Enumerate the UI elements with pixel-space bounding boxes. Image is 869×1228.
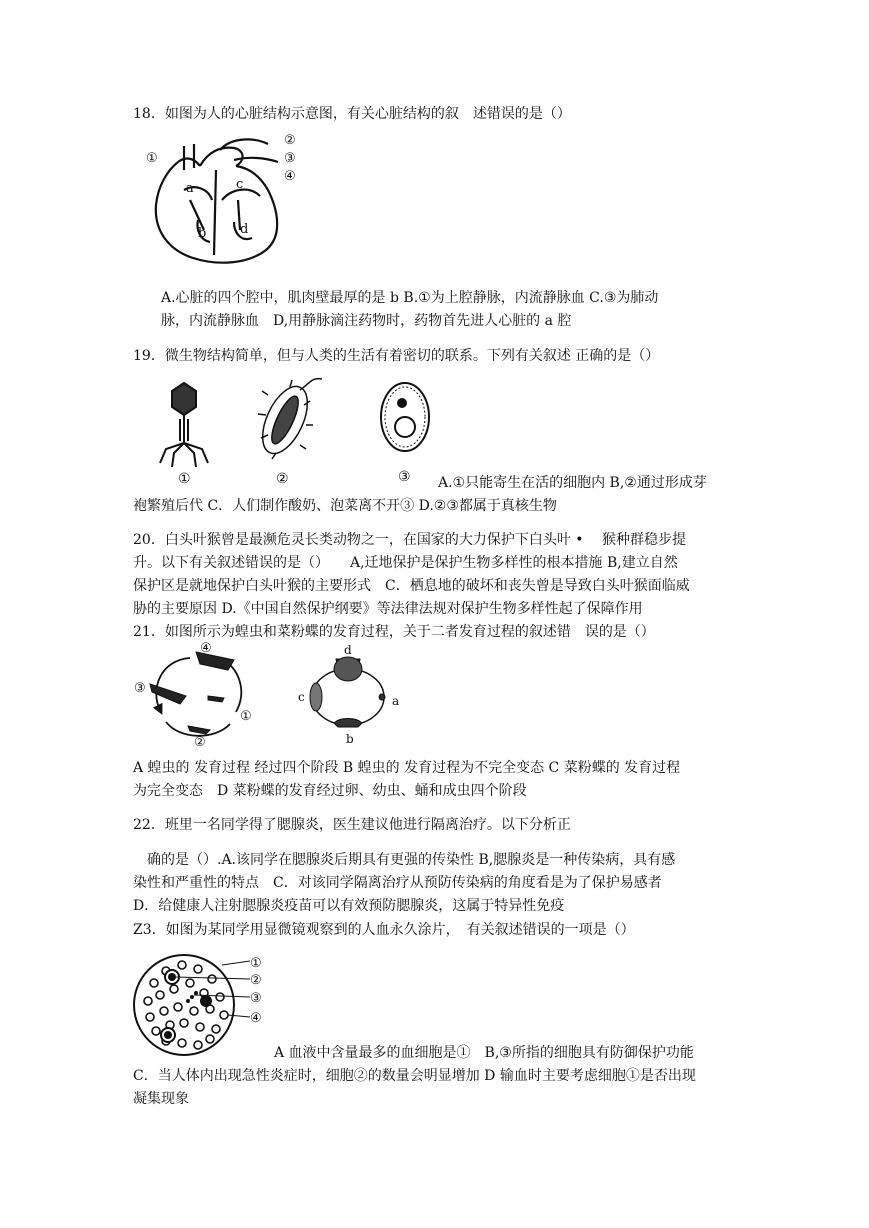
q19-options-line1: A.①只能寄生在活的细胞内 B,②通过形成芽 (438, 475, 707, 491)
svg-text:①: ① (178, 471, 191, 487)
q23-options-line3: 凝集现象 (133, 1091, 189, 1107)
svg-text:④: ④ (284, 169, 296, 184)
q22-line2: 确的是（）.A.该同学在腮腺炎后期具有更强的传染性 B,腮腺炎是一种传染病，具有感 (133, 852, 676, 868)
q23-options-line2: C．当人体内出现急性炎症时，细胞②的数量会明显增加 D 输血时主要考虑细胞①是否出现 (133, 1068, 696, 1084)
q21-options-line1: A 蝗虫的 发育过程 经过四个阶段 B 蝗虫的 发育过程为不完全变态 C 菜粉蝶的 发育过程 (133, 760, 681, 776)
q18-options-line1: A.心脏的四个腔中，肌肉壁最厚的是 b B.①为上腔静脉，内流静脉血 C.③为肺动 (161, 290, 659, 306)
svg-text:①: ① (146, 151, 158, 166)
q19-options-line2: 袍繁殖后代 C．人们制作酸奶、泡菜离不开③ D.②③都属于真核生物 (133, 498, 557, 514)
locust-lifecycle-figure (130, 640, 260, 750)
microbes-figure (150, 375, 440, 490)
svg-text:d: d (344, 643, 352, 657)
q22-line4: D．给健康人注射腮腺炎疫苗可以有效预防腮腺炎，这属于特异性免疫 (133, 898, 565, 914)
q20-line4: 胁的主要原因 D.《中国自然保护纲要》等法律法规对保护生物多样性起了保障作用 (133, 601, 643, 617)
svg-text:①: ① (250, 956, 262, 971)
svg-text:④: ④ (250, 1011, 262, 1026)
blood-smear-figure (132, 953, 272, 1061)
q20-line3: 保护区是就地保护白头叶猴的主要形式 C．栖息地的破坏和丧失曾是导致白头叶猴面临威 (133, 578, 690, 594)
svg-text:③: ③ (284, 151, 296, 166)
q19-stem: 19．微生物结构简单，但与人类的生活有着密切的联系。下列有关叙述 正确的是（） (133, 348, 660, 364)
q18-options-line2: 脉，内流静脉血 D,用静脉滴注药物时，药物首先进人心脏的 a 腔 (161, 313, 572, 329)
q23-options-line1: A 血液中含量最多的血细胞是① B,③所指的细胞具有防御保护功能 (274, 1045, 694, 1061)
svg-text:b: b (346, 732, 354, 746)
q20-line1: 20．白头叶猴曾是最濒危灵长类动物之一，在国家的大力保护下白头叶 • 猴种群稳步提 (133, 532, 686, 548)
svg-text:③: ③ (398, 469, 411, 485)
svg-text:②: ② (250, 973, 262, 988)
q18-stem: 18．如图为人的心脏结构示意图，有关心脏结构的叙 述错误的是（） (133, 106, 571, 122)
q22-line3: 染性和严重性的特点 C．对该同学隔离治疗从预防传染病的角度看是为了保护易感者 (133, 875, 662, 891)
svg-text:b: b (198, 226, 207, 241)
q20-line2: 升。以下有关叙述错误的是（） A,迁地保护是保护生物多样性的根本措施 B,建立自然 (133, 555, 678, 571)
svg-text:④: ④ (200, 641, 212, 656)
heart-diagram (138, 130, 308, 270)
svg-text:③: ③ (134, 681, 146, 696)
svg-text:a: a (392, 694, 400, 708)
q23-stem: Z3．如图为某同学用显微镜观察到的人血永久涂片， 有关叙述错误的一项是（） (133, 922, 635, 938)
svg-text:③: ③ (250, 991, 262, 1006)
q22-line1: 22．班里一名同学得了腮腺炎，医生建议他进行隔离治疗。以下分析正 (133, 817, 571, 833)
svg-text:c: c (236, 177, 244, 192)
q21-stem: 21．如图所示为蝗虫和菜粉蝶的发育过程，关于二者发育过程的叙述错 误的是（） (133, 624, 655, 640)
svg-text:②: ② (284, 133, 296, 148)
svg-text:②: ② (194, 735, 206, 750)
svg-text:①: ① (240, 709, 252, 724)
svg-text:a: a (186, 181, 194, 196)
q21-options-line2: 为完全变态 D 菜粉蝶的发育经过卵、幼虫、蛹和成虫四个阶段 (133, 783, 527, 799)
svg-text:d: d (240, 222, 249, 237)
svg-text:c: c (298, 690, 305, 704)
svg-text:②: ② (276, 471, 289, 487)
butterfly-lifecycle-figure (296, 643, 406, 748)
